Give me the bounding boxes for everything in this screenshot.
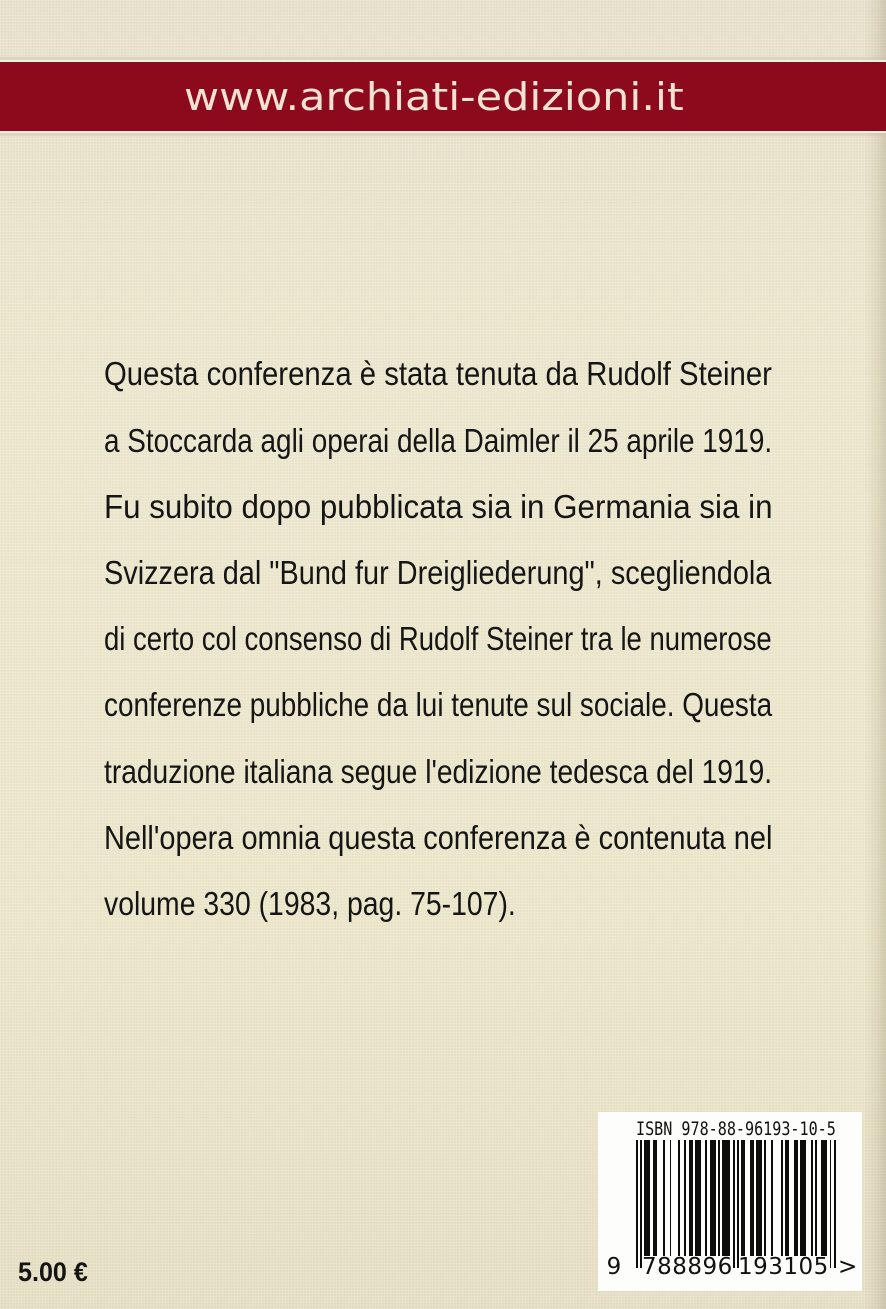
barcode-right-group: 193105 — [738, 1254, 829, 1280]
description-line: traduzione italiana segue l'edizione tedesca del 1919. — [104, 753, 773, 790]
barcode-bar — [815, 1140, 817, 1256]
publisher-band — [0, 60, 886, 133]
barcode-bar — [821, 1140, 827, 1256]
barcode-quiet-zone-marker: > — [838, 1254, 858, 1280]
barcode-bar — [737, 1140, 739, 1268]
barcode-leading-digit: 9 — [606, 1254, 622, 1280]
barcode-bar — [764, 1140, 766, 1256]
description-line: Questa conferenza è stata tenuta da Rudolf Steiner — [104, 355, 772, 392]
barcode-bar — [741, 1140, 745, 1256]
barcode-bar — [750, 1140, 754, 1256]
barcode-bar — [678, 1140, 680, 1256]
barcode-bar — [800, 1140, 806, 1256]
description-line: volume 330 (1983, pag. 75-107). — [104, 885, 516, 922]
barcode-bar — [771, 1140, 773, 1256]
barcode-bar — [785, 1140, 789, 1256]
publisher-website[interactable]: www.archiati-edizioni.it — [184, 75, 684, 119]
isbn-label: ISBN 978-88-96193-10-5 — [636, 1118, 836, 1140]
description-line: Svizzera dal "Bund fur Dreigliederung", scegliendola — [104, 554, 772, 591]
description-line: Fu subito dopo pubblicata sia in Germania sia in — [104, 488, 773, 525]
description-line: di certo col consenso di Rudolf Steiner tra le numerose — [104, 620, 772, 657]
barcode-bar — [718, 1140, 720, 1256]
barcode-bar — [781, 1140, 783, 1256]
barcode-bar — [710, 1140, 716, 1256]
barcode-bar — [636, 1140, 638, 1268]
barcode-bar — [705, 1140, 707, 1256]
barcode-bar — [689, 1140, 693, 1256]
barcode-bar — [695, 1140, 701, 1256]
price-label: 5.00 € — [18, 1257, 88, 1287]
description-line: conferenze pubbliche da lui tenute sul sociale. Questa — [104, 686, 773, 723]
barcode-bar — [644, 1140, 650, 1256]
barcode-bar — [684, 1140, 686, 1256]
isbn-barcode — [598, 1112, 862, 1291]
description-line: Nell'opera omnia questa conferenza è contenuta nel — [104, 819, 773, 856]
barcode-bar — [834, 1140, 836, 1268]
barcode-bar — [733, 1140, 735, 1268]
cover-edge-shadow — [864, 0, 886, 1309]
barcode-bar — [722, 1140, 730, 1256]
barcode-bar — [640, 1140, 642, 1268]
barcode-bar — [663, 1140, 665, 1256]
barcode-bar — [756, 1140, 762, 1256]
description-line: a Stoccarda agli operai della Daimler il 25 aprile 1919. — [104, 422, 773, 459]
barcode-bar — [653, 1140, 657, 1256]
barcode-left-group: 788896 — [642, 1254, 733, 1280]
barcode-bar — [811, 1140, 813, 1256]
barcode-bar — [794, 1140, 798, 1256]
barcode-bar — [830, 1140, 832, 1268]
barcode-bar — [670, 1140, 672, 1256]
